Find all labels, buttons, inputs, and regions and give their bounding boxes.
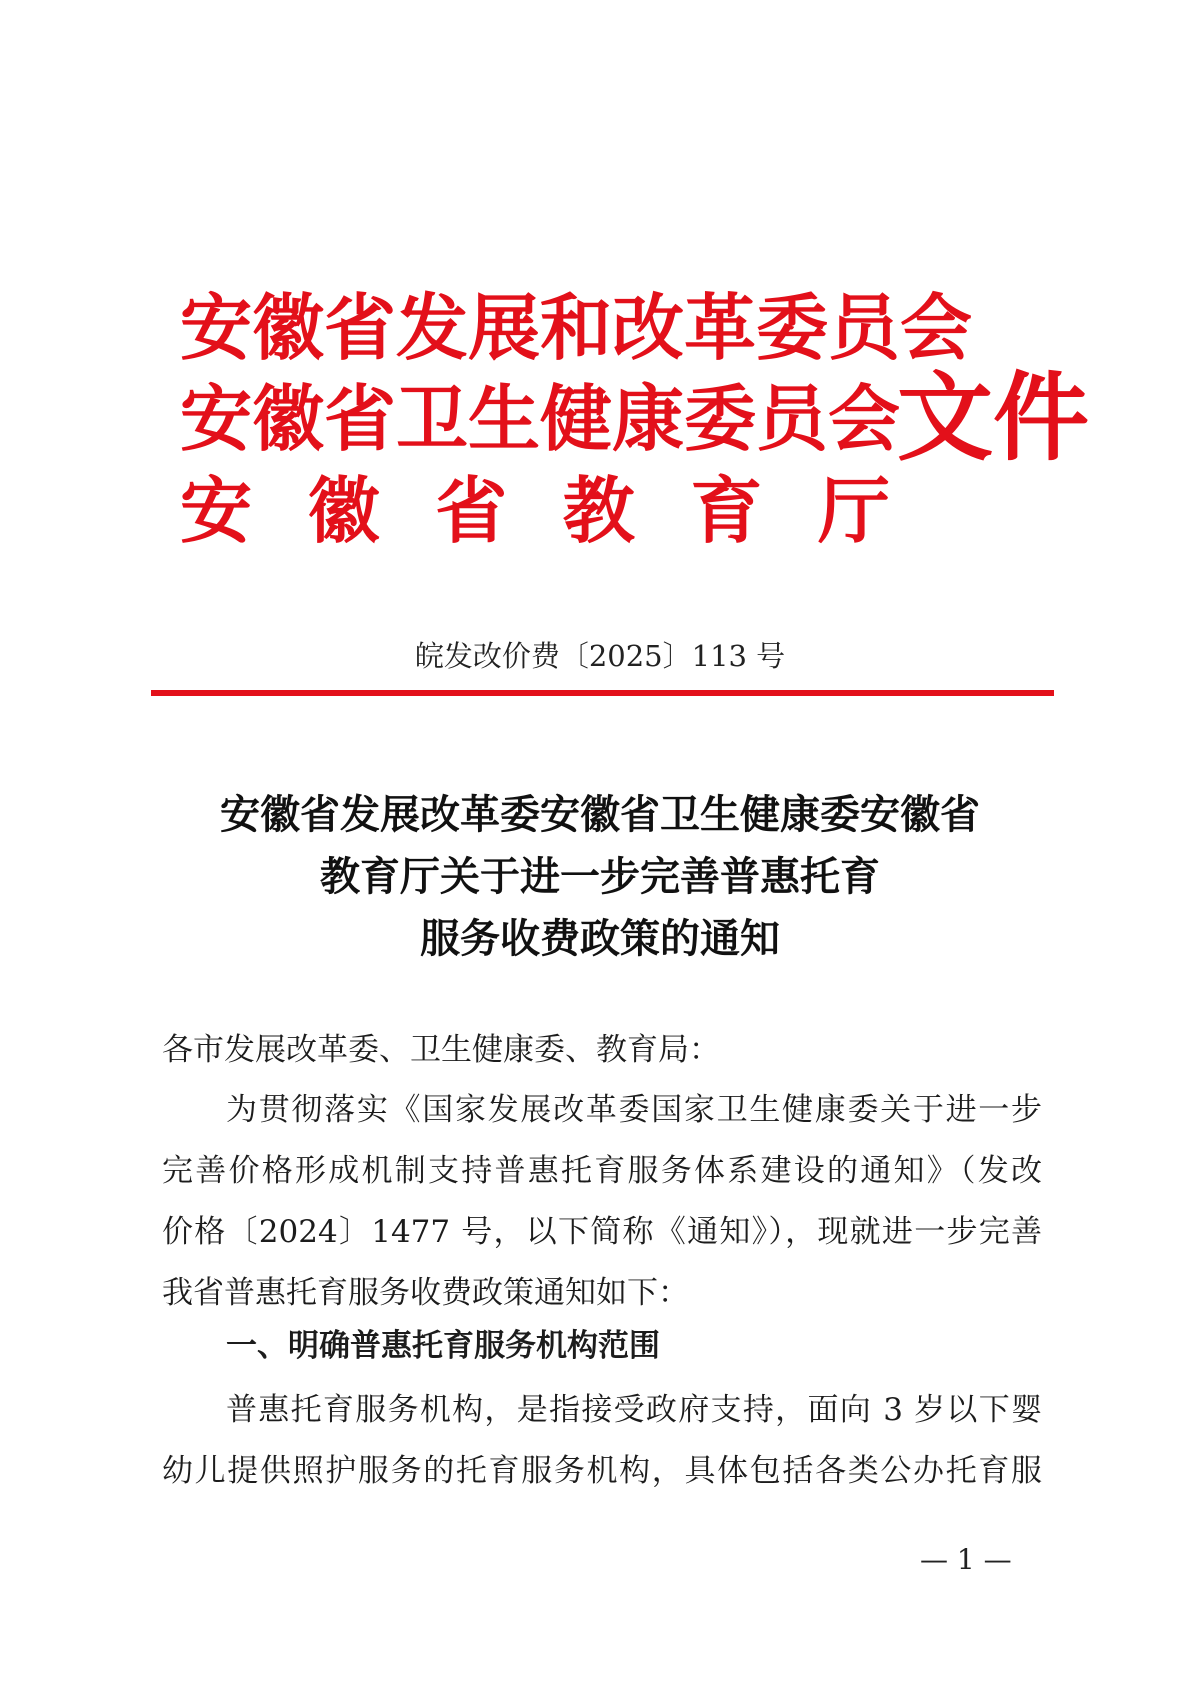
document-title-line-2: 教育厅关于进一步完善普惠托育 (320, 853, 880, 900)
page-number: — 1 — (920, 1543, 1012, 1576)
paragraph-1-line-1: 为贯彻落实《国家发展改革委国家卫生健康委关于进一步 (226, 1092, 1042, 1128)
paragraph-1-line-4: 我省普惠托育服务收费政策通知如下： (162, 1275, 689, 1311)
paragraph-1-line-3: 价格〔2024〕1477 号，以下简称《通知》），现就进一步完善 (162, 1214, 1042, 1250)
issuer-name-1: 安徽省发展和改革委员会 (180, 286, 973, 370)
paragraph-1-line-2: 完善价格形成机制支持普惠托育服务体系建设的通知》（发改 (162, 1153, 1042, 1189)
issuer-name-3: 安 徽 省 教 育 厅 (180, 469, 890, 553)
document-type-label: 文件 (897, 362, 1089, 474)
issuer-name-2: 安徽省卫生健康委员会 (180, 377, 901, 461)
red-divider-line (151, 690, 1054, 696)
section-heading-1: 一、明确普惠托育服务机构范围 (226, 1328, 660, 1364)
paragraph-2-line-2: 幼儿提供照护服务的托育服务机构，具体包括各类公办托育服 (162, 1453, 1042, 1489)
document-title-line-1: 安徽省发展改革委安徽省卫生健康委安徽省 (220, 791, 980, 838)
document-number: 皖发改价费〔2025〕113 号 (414, 639, 786, 673)
paragraph-2-line-1: 普惠托育服务机构，是指接受政府支持，面向 3 岁以下婴 (226, 1392, 1042, 1428)
salutation: 各市发展改革委、卫生健康委、教育局： (162, 1032, 720, 1068)
document-title-line-3: 服务收费政策的通知 (420, 915, 780, 962)
